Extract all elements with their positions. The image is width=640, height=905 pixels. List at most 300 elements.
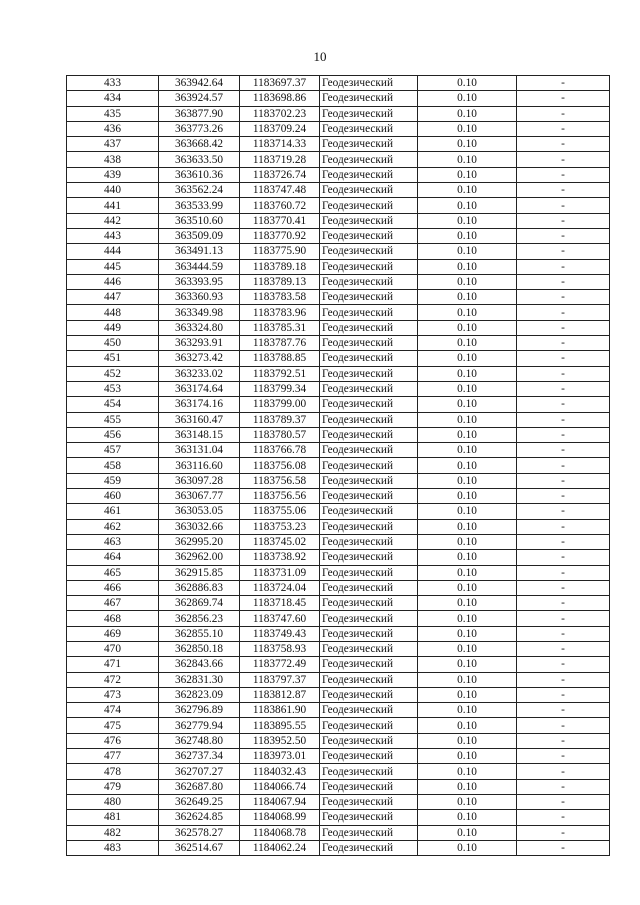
point-number-cell: 446 xyxy=(67,274,159,289)
x-coordinate-cell: 362843.66 xyxy=(159,657,240,672)
description-cell: - xyxy=(517,565,610,580)
method-cell: Геодезический xyxy=(320,611,418,626)
table-row xyxy=(67,76,610,91)
precision-cell: 0.10 xyxy=(418,534,517,549)
table-row xyxy=(67,641,610,656)
precision-cell: 0.10 xyxy=(418,137,517,152)
table-row xyxy=(67,810,610,825)
method-cell: Геодезический xyxy=(320,825,418,840)
description-cell: - xyxy=(517,687,610,702)
y-coordinate-cell: 1184068.78 xyxy=(240,825,320,840)
point-number-cell: 462 xyxy=(67,519,159,534)
description-cell: - xyxy=(517,794,610,809)
table-row xyxy=(67,351,610,366)
page-number: 10 xyxy=(313,49,327,64)
precision-cell: 0.10 xyxy=(418,244,517,259)
point-number-cell: 468 xyxy=(67,611,159,626)
x-coordinate-cell: 362915.85 xyxy=(159,565,240,580)
x-coordinate-cell: 362850.18 xyxy=(159,641,240,656)
precision-cell: 0.10 xyxy=(418,657,517,672)
description-cell: - xyxy=(517,106,610,121)
x-coordinate-cell: 362514.67 xyxy=(159,840,240,855)
y-coordinate-cell: 1183755.06 xyxy=(240,504,320,519)
table-row xyxy=(67,733,610,748)
description-cell: - xyxy=(517,443,610,458)
x-coordinate-cell: 363349.98 xyxy=(159,305,240,320)
point-number-cell: 482 xyxy=(67,825,159,840)
table-row xyxy=(67,320,610,335)
precision-cell: 0.10 xyxy=(418,106,517,121)
point-number-cell: 453 xyxy=(67,381,159,396)
description-cell: - xyxy=(517,274,610,289)
description-cell: - xyxy=(517,657,610,672)
y-coordinate-cell: 1183861.90 xyxy=(240,703,320,718)
method-cell: Геодезический xyxy=(320,840,418,855)
point-number-cell: 456 xyxy=(67,427,159,442)
x-coordinate-cell: 363562.24 xyxy=(159,183,240,198)
point-number-cell: 477 xyxy=(67,749,159,764)
point-number-cell: 433 xyxy=(67,76,159,91)
method-cell: Геодезический xyxy=(320,305,418,320)
point-number-cell: 451 xyxy=(67,351,159,366)
method-cell: Геодезический xyxy=(320,213,418,228)
table-row xyxy=(67,152,610,167)
table-row xyxy=(67,794,610,809)
method-cell: Геодезический xyxy=(320,764,418,779)
point-number-cell: 466 xyxy=(67,580,159,595)
point-number-cell: 458 xyxy=(67,458,159,473)
table-row xyxy=(67,381,610,396)
y-coordinate-cell: 1183783.58 xyxy=(240,290,320,305)
table-row xyxy=(67,397,610,412)
point-number-cell: 449 xyxy=(67,320,159,335)
y-coordinate-cell: 1183973.01 xyxy=(240,749,320,764)
point-number-cell: 478 xyxy=(67,764,159,779)
method-cell: Геодезический xyxy=(320,381,418,396)
precision-cell: 0.10 xyxy=(418,687,517,702)
x-coordinate-cell: 363668.42 xyxy=(159,137,240,152)
x-coordinate-cell: 363174.64 xyxy=(159,381,240,396)
table-row xyxy=(67,91,610,106)
description-cell: - xyxy=(517,167,610,182)
precision-cell: 0.10 xyxy=(418,458,517,473)
description-cell: - xyxy=(517,764,610,779)
method-cell: Геодезический xyxy=(320,550,418,565)
precision-cell: 0.10 xyxy=(418,274,517,289)
precision-cell: 0.10 xyxy=(418,290,517,305)
method-cell: Геодезический xyxy=(320,397,418,412)
y-coordinate-cell: 1183756.58 xyxy=(240,473,320,488)
x-coordinate-cell: 362995.20 xyxy=(159,534,240,549)
table-row xyxy=(67,458,610,473)
table-row xyxy=(67,183,610,198)
table-row xyxy=(67,213,610,228)
point-number-cell: 442 xyxy=(67,213,159,228)
x-coordinate-cell: 362886.83 xyxy=(159,580,240,595)
x-coordinate-cell: 363360.93 xyxy=(159,290,240,305)
y-coordinate-cell: 1183799.34 xyxy=(240,381,320,396)
method-cell: Геодезический xyxy=(320,749,418,764)
description-cell: - xyxy=(517,596,610,611)
y-coordinate-cell: 1183766.78 xyxy=(240,443,320,458)
x-coordinate-cell: 362737.34 xyxy=(159,749,240,764)
method-cell: Геодезический xyxy=(320,76,418,91)
method-cell: Геодезический xyxy=(320,427,418,442)
point-number-cell: 480 xyxy=(67,794,159,809)
y-coordinate-cell: 1183775.90 xyxy=(240,244,320,259)
method-cell: Геодезический xyxy=(320,718,418,733)
description-cell: - xyxy=(517,290,610,305)
point-number-cell: 473 xyxy=(67,687,159,702)
y-coordinate-cell: 1183758.93 xyxy=(240,641,320,656)
x-coordinate-cell: 362855.10 xyxy=(159,626,240,641)
description-cell: - xyxy=(517,473,610,488)
point-number-cell: 436 xyxy=(67,121,159,136)
precision-cell: 0.10 xyxy=(418,76,517,91)
x-coordinate-cell: 363444.59 xyxy=(159,259,240,274)
method-cell: Геодезический xyxy=(320,626,418,641)
y-coordinate-cell: 1183719.28 xyxy=(240,152,320,167)
description-cell: - xyxy=(517,381,610,396)
point-number-cell: 460 xyxy=(67,489,159,504)
x-coordinate-cell: 362869.74 xyxy=(159,596,240,611)
y-coordinate-cell: 1183718.45 xyxy=(240,596,320,611)
precision-cell: 0.10 xyxy=(418,825,517,840)
table-row xyxy=(67,519,610,534)
point-number-cell: 434 xyxy=(67,91,159,106)
coordinates-table-body xyxy=(67,76,610,856)
description-cell: - xyxy=(517,749,610,764)
table-row xyxy=(67,427,610,442)
y-coordinate-cell: 1183783.96 xyxy=(240,305,320,320)
point-number-cell: 444 xyxy=(67,244,159,259)
x-coordinate-cell: 362748.80 xyxy=(159,733,240,748)
description-cell: - xyxy=(517,825,610,840)
x-coordinate-cell: 363067.77 xyxy=(159,489,240,504)
precision-cell: 0.10 xyxy=(418,91,517,106)
point-number-cell: 475 xyxy=(67,718,159,733)
y-coordinate-cell: 1183756.08 xyxy=(240,458,320,473)
description-cell: - xyxy=(517,259,610,274)
method-cell: Геодезический xyxy=(320,779,418,794)
precision-cell: 0.10 xyxy=(418,213,517,228)
precision-cell: 0.10 xyxy=(418,596,517,611)
y-coordinate-cell: 1183731.09 xyxy=(240,565,320,580)
point-number-cell: 459 xyxy=(67,473,159,488)
x-coordinate-cell: 363633.50 xyxy=(159,152,240,167)
table-row xyxy=(67,504,610,519)
table-row xyxy=(67,259,610,274)
method-cell: Геодезический xyxy=(320,198,418,213)
method-cell: Геодезический xyxy=(320,228,418,243)
method-cell: Геодезический xyxy=(320,489,418,504)
description-cell: - xyxy=(517,427,610,442)
method-cell: Геодезический xyxy=(320,412,418,427)
x-coordinate-cell: 363131.04 xyxy=(159,443,240,458)
table-row xyxy=(67,121,610,136)
description-cell: - xyxy=(517,397,610,412)
table-row xyxy=(67,657,610,672)
x-coordinate-cell: 362779.94 xyxy=(159,718,240,733)
y-coordinate-cell: 1183789.18 xyxy=(240,259,320,274)
y-coordinate-cell: 1184068.99 xyxy=(240,810,320,825)
y-coordinate-cell: 1183760.72 xyxy=(240,198,320,213)
x-coordinate-cell: 363533.99 xyxy=(159,198,240,213)
x-coordinate-cell: 363273.42 xyxy=(159,351,240,366)
point-number-cell: 454 xyxy=(67,397,159,412)
description-cell: - xyxy=(517,213,610,228)
method-cell: Геодезический xyxy=(320,703,418,718)
table-row xyxy=(67,366,610,381)
x-coordinate-cell: 363324.80 xyxy=(159,320,240,335)
description-cell: - xyxy=(517,305,610,320)
x-coordinate-cell: 363174.16 xyxy=(159,397,240,412)
point-number-cell: 441 xyxy=(67,198,159,213)
y-coordinate-cell: 1183702.23 xyxy=(240,106,320,121)
table-row xyxy=(67,473,610,488)
method-cell: Геодезический xyxy=(320,473,418,488)
precision-cell: 0.10 xyxy=(418,749,517,764)
precision-cell: 0.10 xyxy=(418,733,517,748)
table-row xyxy=(67,274,610,289)
x-coordinate-cell: 362578.27 xyxy=(159,825,240,840)
table-row xyxy=(67,687,610,702)
y-coordinate-cell: 1183726.74 xyxy=(240,167,320,182)
description-cell: - xyxy=(517,91,610,106)
x-coordinate-cell: 362962.00 xyxy=(159,550,240,565)
precision-cell: 0.10 xyxy=(418,580,517,595)
precision-cell: 0.10 xyxy=(418,121,517,136)
precision-cell: 0.10 xyxy=(418,473,517,488)
table-row xyxy=(67,749,610,764)
description-cell: - xyxy=(517,641,610,656)
point-number-cell: 450 xyxy=(67,336,159,351)
method-cell: Геодезический xyxy=(320,259,418,274)
x-coordinate-cell: 362649.25 xyxy=(159,794,240,809)
method-cell: Геодезический xyxy=(320,458,418,473)
point-number-cell: 479 xyxy=(67,779,159,794)
method-cell: Геодезический xyxy=(320,657,418,672)
precision-cell: 0.10 xyxy=(418,320,517,335)
y-coordinate-cell: 1183698.86 xyxy=(240,91,320,106)
method-cell: Геодезический xyxy=(320,366,418,381)
x-coordinate-cell: 363233.02 xyxy=(159,366,240,381)
method-cell: Геодезический xyxy=(320,152,418,167)
method-cell: Геодезический xyxy=(320,290,418,305)
x-coordinate-cell: 363097.28 xyxy=(159,473,240,488)
point-number-cell: 440 xyxy=(67,183,159,198)
y-coordinate-cell: 1183745.02 xyxy=(240,534,320,549)
point-number-cell: 476 xyxy=(67,733,159,748)
description-cell: - xyxy=(517,228,610,243)
table-row xyxy=(67,228,610,243)
precision-cell: 0.10 xyxy=(418,351,517,366)
point-number-cell: 470 xyxy=(67,641,159,656)
table-row xyxy=(67,198,610,213)
y-coordinate-cell: 1183770.92 xyxy=(240,228,320,243)
table-row xyxy=(67,290,610,305)
y-coordinate-cell: 1183770.41 xyxy=(240,213,320,228)
table-row xyxy=(67,840,610,855)
x-coordinate-cell: 363773.26 xyxy=(159,121,240,136)
table-row xyxy=(67,244,610,259)
point-number-cell: 465 xyxy=(67,565,159,580)
method-cell: Геодезический xyxy=(320,504,418,519)
y-coordinate-cell: 1183952.50 xyxy=(240,733,320,748)
precision-cell: 0.10 xyxy=(418,611,517,626)
y-coordinate-cell: 1184062.24 xyxy=(240,840,320,855)
x-coordinate-cell: 363116.60 xyxy=(159,458,240,473)
method-cell: Геодезический xyxy=(320,733,418,748)
description-cell: - xyxy=(517,152,610,167)
precision-cell: 0.10 xyxy=(418,519,517,534)
point-number-cell: 469 xyxy=(67,626,159,641)
description-cell: - xyxy=(517,121,610,136)
method-cell: Геодезический xyxy=(320,565,418,580)
x-coordinate-cell: 363148.15 xyxy=(159,427,240,442)
table-row xyxy=(67,336,610,351)
y-coordinate-cell: 1183780.57 xyxy=(240,427,320,442)
table-row xyxy=(67,167,610,182)
precision-cell: 0.10 xyxy=(418,259,517,274)
point-number-cell: 439 xyxy=(67,167,159,182)
y-coordinate-cell: 1183799.00 xyxy=(240,397,320,412)
precision-cell: 0.10 xyxy=(418,427,517,442)
point-number-cell: 445 xyxy=(67,259,159,274)
method-cell: Геодезический xyxy=(320,519,418,534)
table-row xyxy=(67,550,610,565)
precision-cell: 0.10 xyxy=(418,641,517,656)
precision-cell: 0.10 xyxy=(418,381,517,396)
method-cell: Геодезический xyxy=(320,320,418,335)
precision-cell: 0.10 xyxy=(418,336,517,351)
precision-cell: 0.10 xyxy=(418,703,517,718)
point-number-cell: 438 xyxy=(67,152,159,167)
table-row xyxy=(67,580,610,595)
precision-cell: 0.10 xyxy=(418,779,517,794)
x-coordinate-cell: 363877.90 xyxy=(159,106,240,121)
x-coordinate-cell: 363610.36 xyxy=(159,167,240,182)
x-coordinate-cell: 362831.30 xyxy=(159,672,240,687)
precision-cell: 0.10 xyxy=(418,489,517,504)
point-number-cell: 435 xyxy=(67,106,159,121)
method-cell: Геодезический xyxy=(320,672,418,687)
method-cell: Геодезический xyxy=(320,183,418,198)
x-coordinate-cell: 362707.27 xyxy=(159,764,240,779)
table-row xyxy=(67,305,610,320)
description-cell: - xyxy=(517,580,610,595)
y-coordinate-cell: 1184067.94 xyxy=(240,794,320,809)
description-cell: - xyxy=(517,733,610,748)
precision-cell: 0.10 xyxy=(418,183,517,198)
y-coordinate-cell: 1183772.49 xyxy=(240,657,320,672)
point-number-cell: 452 xyxy=(67,366,159,381)
x-coordinate-cell: 363160.47 xyxy=(159,412,240,427)
y-coordinate-cell: 1183709.24 xyxy=(240,121,320,136)
point-number-cell: 457 xyxy=(67,443,159,458)
method-cell: Геодезический xyxy=(320,596,418,611)
method-cell: Геодезический xyxy=(320,810,418,825)
table-row xyxy=(67,596,610,611)
table-row xyxy=(67,443,610,458)
x-coordinate-cell: 363924.57 xyxy=(159,91,240,106)
x-coordinate-cell: 363293.91 xyxy=(159,336,240,351)
description-cell: - xyxy=(517,183,610,198)
precision-cell: 0.10 xyxy=(418,198,517,213)
y-coordinate-cell: 1183792.51 xyxy=(240,366,320,381)
description-cell: - xyxy=(517,458,610,473)
point-number-cell: 448 xyxy=(67,305,159,320)
description-cell: - xyxy=(517,412,610,427)
table-row xyxy=(67,534,610,549)
y-coordinate-cell: 1183785.31 xyxy=(240,320,320,335)
point-number-cell: 443 xyxy=(67,228,159,243)
precision-cell: 0.10 xyxy=(418,810,517,825)
y-coordinate-cell: 1183789.37 xyxy=(240,412,320,427)
y-coordinate-cell: 1183789.13 xyxy=(240,274,320,289)
description-cell: - xyxy=(517,779,610,794)
y-coordinate-cell: 1184066.74 xyxy=(240,779,320,794)
x-coordinate-cell: 362796.89 xyxy=(159,703,240,718)
y-coordinate-cell: 1183747.48 xyxy=(240,183,320,198)
y-coordinate-cell: 1183714.33 xyxy=(240,137,320,152)
y-coordinate-cell: 1183749.43 xyxy=(240,626,320,641)
point-number-cell: 447 xyxy=(67,290,159,305)
table-row xyxy=(67,672,610,687)
table-row xyxy=(67,611,610,626)
precision-cell: 0.10 xyxy=(418,152,517,167)
precision-cell: 0.10 xyxy=(418,550,517,565)
description-cell: - xyxy=(517,519,610,534)
y-coordinate-cell: 1183895.55 xyxy=(240,718,320,733)
point-number-cell: 467 xyxy=(67,596,159,611)
x-coordinate-cell: 363393.95 xyxy=(159,274,240,289)
description-cell: - xyxy=(517,351,610,366)
point-number-cell: 463 xyxy=(67,534,159,549)
precision-cell: 0.10 xyxy=(418,397,517,412)
description-cell: - xyxy=(517,489,610,504)
method-cell: Геодезический xyxy=(320,106,418,121)
precision-cell: 0.10 xyxy=(418,443,517,458)
x-coordinate-cell: 363053.05 xyxy=(159,504,240,519)
description-cell: - xyxy=(517,366,610,381)
x-coordinate-cell: 363032.66 xyxy=(159,519,240,534)
table-row xyxy=(67,764,610,779)
y-coordinate-cell: 1183756.56 xyxy=(240,489,320,504)
table-row xyxy=(67,703,610,718)
table-row xyxy=(67,106,610,121)
precision-cell: 0.10 xyxy=(418,167,517,182)
precision-cell: 0.10 xyxy=(418,672,517,687)
description-cell: - xyxy=(517,718,610,733)
y-coordinate-cell: 1183812.87 xyxy=(240,687,320,702)
precision-cell: 0.10 xyxy=(418,764,517,779)
point-number-cell: 471 xyxy=(67,657,159,672)
method-cell: Геодезический xyxy=(320,274,418,289)
table-row xyxy=(67,626,610,641)
method-cell: Геодезический xyxy=(320,91,418,106)
y-coordinate-cell: 1183738.92 xyxy=(240,550,320,565)
method-cell: Геодезический xyxy=(320,244,418,259)
method-cell: Геодезический xyxy=(320,641,418,656)
precision-cell: 0.10 xyxy=(418,366,517,381)
x-coordinate-cell: 362624.85 xyxy=(159,810,240,825)
point-number-cell: 455 xyxy=(67,412,159,427)
description-cell: - xyxy=(517,534,610,549)
description-cell: - xyxy=(517,198,610,213)
method-cell: Геодезический xyxy=(320,121,418,136)
table-row xyxy=(67,718,610,733)
